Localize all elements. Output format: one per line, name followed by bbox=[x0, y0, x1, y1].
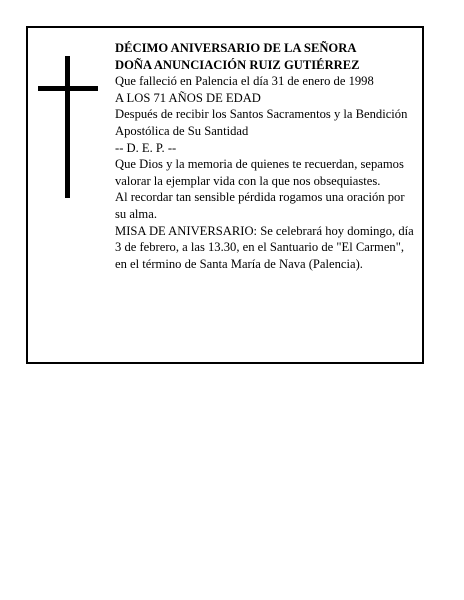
notice-age: A LOS 71 AÑOS DE EDAD bbox=[115, 90, 261, 105]
cross-vertical-bar bbox=[65, 56, 70, 198]
cross-horizontal-bar bbox=[38, 86, 98, 91]
cross-icon bbox=[38, 56, 98, 198]
notice-heading-name: DOÑA ANUNCIACIÓN RUIZ GUTIÉRREZ bbox=[115, 57, 360, 72]
notice-sacraments: Después de recibir los Santos Sacramentos y la Bendición Apostólica de Su Santidad bbox=[115, 107, 408, 138]
notice-death-date: Que falleció en Palencia el día 31 de enero de 1998 bbox=[115, 74, 374, 89]
notice-prayer: Al recordar tan sensible pérdida rogamos una oración por su alma. bbox=[115, 190, 405, 221]
notice-memory: Que Dios y la memoria de quienes te recuerdan, sepamos valorar la ejemplar vida con la que nos obsequiastes. bbox=[115, 157, 404, 188]
notice-heading-anniversary: DÉCIMO ANIVERSARIO DE LA SEÑORA bbox=[115, 41, 357, 55]
notice-mass: MISA DE ANIVERSARIO: Se celebrará hoy domingo, día 3 de febrero, a las 13.30, en el Santuario de "El Carmen", en el término de Santa María de Nava (Palencia). bbox=[115, 223, 414, 271]
notice-dep: -- D. E. P. -- bbox=[115, 140, 177, 155]
notice-text bbox=[115, 40, 415, 272]
obituary-notice bbox=[26, 26, 424, 364]
